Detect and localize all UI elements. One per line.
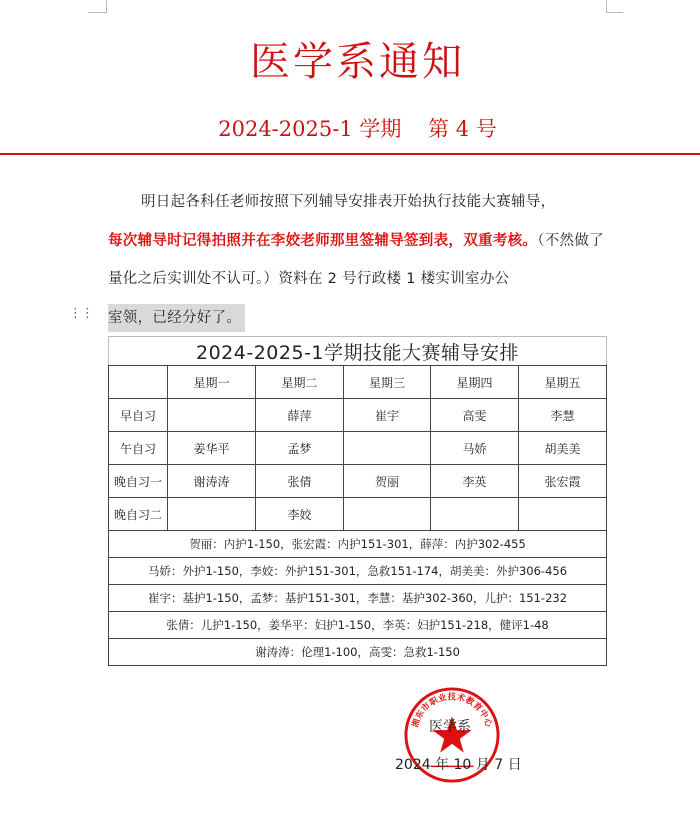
table-cell[interactable]: 贺丽 [344,465,431,498]
table-cell[interactable]: 谢涛涛 [168,465,256,498]
table-cell[interactable]: 李慧 [519,399,607,432]
drag-handle-icon[interactable]: ⋮⋮ [69,306,93,321]
table-cell[interactable] [344,432,431,465]
header-cell: 星期五 [519,366,607,399]
table-row [109,465,607,498]
header-cell [109,366,168,399]
table-cell[interactable]: 张宏霞 [519,465,607,498]
page-corner-mark-right [606,0,623,13]
notice-title: 医学系通知 [250,39,465,85]
header-cell: 星期四 [431,366,519,399]
schedule-header-row [109,366,607,399]
seal-text: 湘东市职业技术教育中心 [409,691,495,729]
notice-body[interactable] [108,183,608,337]
schedule-table[interactable] [108,336,607,666]
notice-subtitle: 2024-2025-1 学期 第 4 号 [218,117,497,141]
row-label: 晚自习二 [109,498,168,531]
table-cell[interactable]: 马娇 [431,432,519,465]
header-cell: 星期一 [168,366,256,399]
page-corner-mark-left [88,0,107,13]
row-label: 早自习 [109,399,168,432]
body-line-3: （不然做了量化之后实训处不认可。）资料在 2 号行政楼 1 楼实训室办公 [108,232,604,287]
header-divider [0,153,700,155]
table-cell[interactable]: 张倩 [256,465,344,498]
signature-dept: 医学系 [429,719,471,735]
header-cell: 星期三 [344,366,431,399]
table-row [109,432,607,465]
table-cell[interactable]: 高雯 [431,399,519,432]
assignment-note[interactable]: 贺丽：内护1-150，张宏霞：内护151-301，薛萍：内护302-455 [109,531,607,558]
table-cell[interactable]: 胡美美 [519,432,607,465]
table-cell[interactable]: 李姣 [256,498,344,531]
schedule-title: 2024-2025-1学期技能大赛辅导安排 [109,337,607,366]
table-cell[interactable] [168,498,256,531]
table-cell[interactable]: 姜华平 [168,432,256,465]
body-emphasis: 每次辅导时记得拍照并在李姣老师那里签辅导签到表，双重考核。 [108,232,538,249]
assignment-note[interactable]: 谢涛涛：伦理1-100，高雯：急救1-150 [109,639,607,666]
row-label: 晚自习一 [109,465,168,498]
assignment-note[interactable]: 张倩：儿护1-150，姜华平：妇护1-150，李英：妇护151-218，健评1-48 [109,612,607,639]
header-cell: 星期二 [256,366,344,399]
table-cell[interactable]: 薛萍 [256,399,344,432]
body-line-1: 明日起各科任老师按照下列辅导安排表开始执行技能大赛辅导， [141,194,556,210]
table-cell[interactable] [519,498,607,531]
assignment-note[interactable]: 马娇：外护1-150，李姣：外护151-301，急救151-174，胡美美：外护306-456 [109,558,607,585]
table-cell[interactable] [168,399,256,432]
signature-date: 2024 年 10 月 7 日 [395,757,522,773]
table-cell[interactable]: 崔宇 [344,399,431,432]
table-row [109,399,607,432]
table-cell[interactable] [344,498,431,531]
table-cell[interactable] [431,498,519,531]
table-cell[interactable]: 孟梦 [256,432,344,465]
table-cell[interactable]: 李英 [431,465,519,498]
table-row [109,498,607,531]
body-selected-text[interactable]: 室领，已经分好了。 [108,304,245,332]
row-label: 午自习 [109,432,168,465]
assignment-note[interactable]: 崔宇：基护1-150，孟梦：基护151-301，李慧：基护302-360，儿护：151-232 [109,585,607,612]
